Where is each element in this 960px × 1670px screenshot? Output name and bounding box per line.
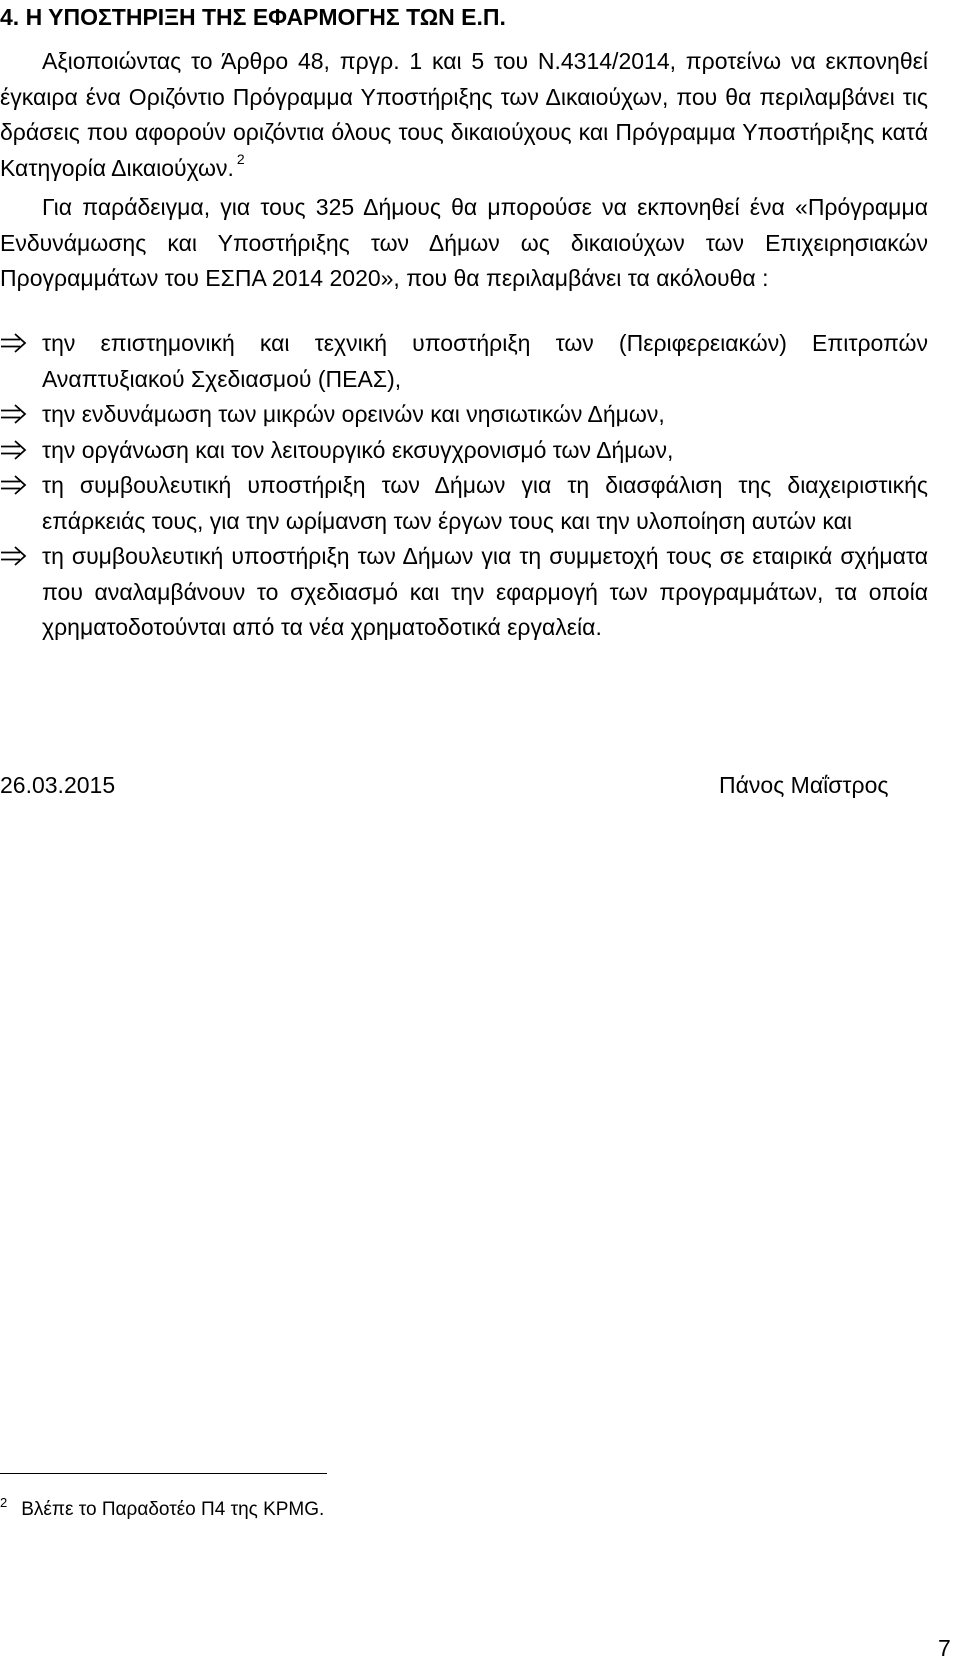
double-arrow-right-icon xyxy=(0,545,28,567)
list-item xyxy=(0,468,928,539)
list-item-text: την οργάνωση και τον λειτουργικό εκσυγχρονισμό των Δήμων, xyxy=(42,436,674,463)
list-item-text: τη συμβουλευτική υποστήριξη των Δήμων για τη διασφάλιση της διαχειριστικής επάρκειάς τους, για την ωρίμανση των έργων τους και την υλοποίηση αυτών και xyxy=(42,472,928,534)
bullet-list xyxy=(0,326,928,646)
paragraph-2: Για παράδειγμα, για τους 325 Δήμους θα μπορούσε να εκπονηθεί ένα «Πρόγραμμα Ενδυνάμωσης και Υποστήριξης των Δήμων ως δικαιούχων των Επιχειρησιακών Προγραμμάτων του ΕΣΠΑ 2014 2020», που θα περιλαμβάνει τα ακόλουθα : xyxy=(0,194,928,291)
list-item-text: τη συμβουλευτική υποστήριξη των Δήμων για τη συμμετοχή τους σε εταιρικά σχήματα που αναλαμβάνουν το σχεδιασμό και την εφαρμογή των προγραμμάτων, τα οποία χρηματοδοτούνται από τα νέα χρηματοδοτικά εργαλεία. xyxy=(42,543,928,640)
footnote-number: 2 xyxy=(0,1495,8,1510)
list-item xyxy=(0,539,928,646)
footnote-separator xyxy=(0,1473,327,1474)
list-item-text: την ενδυνάμωση των μικρών ορεινών και νησιωτικών Δήμων, xyxy=(42,401,665,427)
list-item xyxy=(0,397,928,433)
double-arrow-right-icon xyxy=(0,439,28,461)
list-item-text: την επιστημονική και τεχνική υποστήριξη των (Περιφερειακών) Επιτροπών Αναπτυξιακού Σχεδιασμού (ΠΕΑΣ), xyxy=(42,330,928,392)
footnote-reference[interactable]: 2 xyxy=(236,150,245,167)
double-arrow-right-icon xyxy=(0,474,28,496)
paragraph-1 xyxy=(0,44,928,186)
author-signature: Πάνος Μαΐστρος xyxy=(719,772,889,798)
page-number: 7 xyxy=(938,1635,951,1661)
paragraph-1-text: Αξιοποιώντας το Άρθρο 48, πργρ. 1 και 5 του Ν.4314/2014, προτείνω να εκπονηθεί έγκαιρα ένα Οριζόντιο Πρόγραμμα Υποστήριξης των Δικαιούχων, που θα περιλαμβάνει τις δράσεις που αφορούν οριζόντια όλους τους δικαιούχους και Πρόγραμμα Υποστήριξης κατά Κατηγορία Δικαιούχων. xyxy=(0,48,928,181)
section-heading: 4. Η ΥΠΟΣΤΗΡΙΞΗ ΤΗΣ ΕΦΑΡΜΟΓΗΣ ΤΩΝ Ε.Π. xyxy=(0,4,506,30)
footnote xyxy=(0,1497,324,1523)
list-item xyxy=(0,433,928,469)
document-date: 26.03.2015 xyxy=(0,772,116,798)
list-item xyxy=(0,326,928,397)
footnote-text: Βλέπε το Παραδοτέο Π4 της KPMG. xyxy=(21,1499,325,1520)
double-arrow-right-icon xyxy=(0,403,28,425)
double-arrow-right-icon xyxy=(0,332,28,354)
